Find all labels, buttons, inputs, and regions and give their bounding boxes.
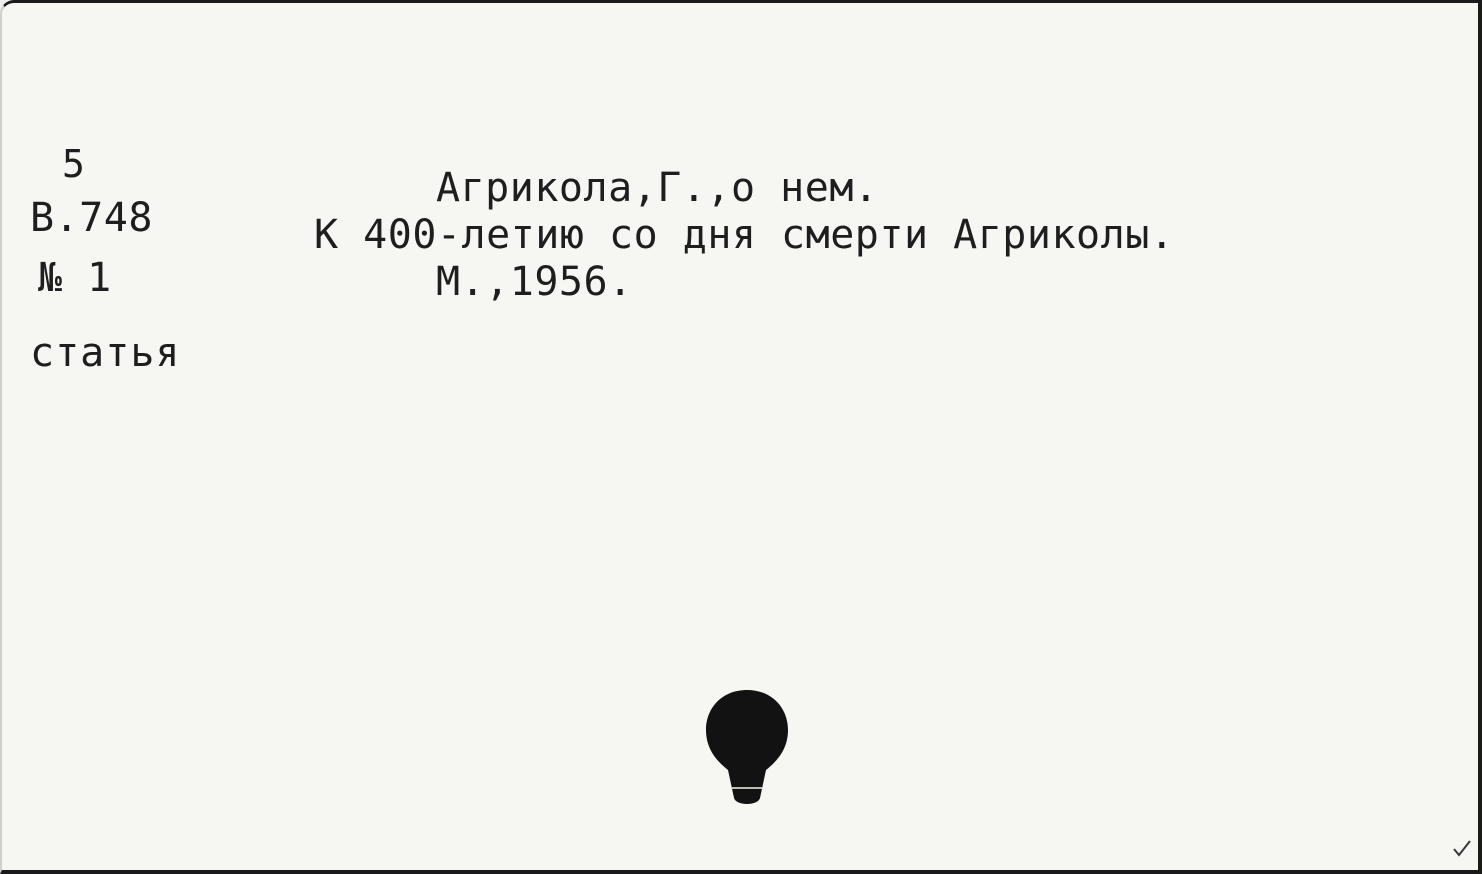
call-number-shelf: В.748 [30,195,153,241]
check-mark-icon [1452,839,1472,857]
entry-imprint-line: М.,1956. [436,259,633,305]
call-number-issue: № 1 [38,255,112,301]
call-number-group: 5 [62,142,86,186]
entry-author-line: Агрикола,Г.,о нем. [436,165,879,211]
document-type-label: статья [30,330,181,376]
punch-hole-icon [702,688,792,808]
entry-title-line: К 400-летию со дня смерти Агриколы. [314,212,1175,258]
